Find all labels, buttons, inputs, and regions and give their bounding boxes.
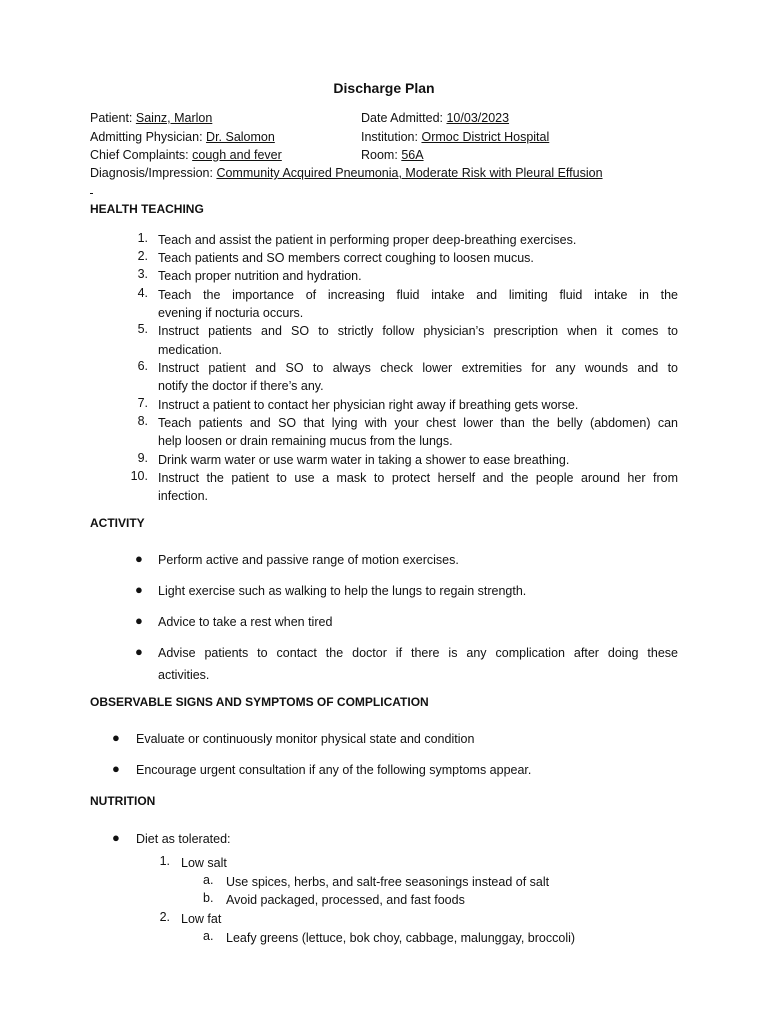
- activity-heading: ACTIVITY: [90, 516, 145, 530]
- room-row: [361, 148, 424, 162]
- list-item-line: activities.: [158, 668, 210, 682]
- stray-mark: [90, 193, 93, 194]
- list-number: 3.: [137, 267, 148, 281]
- complaints-row: [90, 148, 282, 162]
- institution-value: Ormoc District Hospital: [421, 130, 550, 144]
- list-item: Teach proper nutrition and hydration.: [158, 269, 362, 283]
- list-item: Use spices, herbs, and salt-free seasonings instead of salt: [226, 875, 550, 889]
- diagnosis-row: [90, 166, 603, 180]
- bullet-icon: ●: [112, 830, 120, 845]
- date-admitted-label: Date Admitted:: [361, 111, 443, 125]
- list-number: 4.: [137, 286, 148, 300]
- list-number: 1.: [159, 854, 170, 868]
- institution-row: [361, 130, 549, 144]
- list-item: Advice to take a rest when tired: [158, 615, 333, 629]
- list-item-line: Instruct the patient to use a mask to protect herself and the people around her from: [158, 471, 678, 485]
- physician-row: [90, 130, 275, 144]
- diagnosis-value: Community Acquired Pneumonia, Moderate Risk with Pleural Effusion: [216, 166, 603, 180]
- date-admitted-value: 10/03/2023: [446, 111, 510, 125]
- complaints-value: cough and fever: [192, 148, 282, 162]
- list-number: 10.: [130, 469, 148, 483]
- list-number: 1.: [137, 231, 148, 245]
- list-item: Leafy greens (lettuce, bok choy, cabbage, malunggay, broccoli): [226, 931, 576, 945]
- bullet-icon: ●: [135, 551, 143, 566]
- list-number: 5.: [137, 322, 148, 336]
- list-number: 9.: [137, 451, 148, 465]
- bullet-icon: ●: [135, 644, 143, 659]
- bullet-icon: ●: [112, 761, 120, 776]
- physician-value: Dr. Salomon: [206, 130, 275, 144]
- list-letter: b.: [203, 891, 214, 905]
- list-item-line: Advise patients to contact the doctor if there is any complication after doing these: [158, 646, 678, 660]
- list-item: Low salt: [181, 856, 227, 870]
- list-item: Teach and assist the patient in performing proper deep-breathing exercises.: [158, 233, 577, 247]
- list-number: 2.: [137, 249, 148, 263]
- complaints-label: Chief Complaints:: [90, 148, 189, 162]
- list-item-line: evening if nocturia occurs.: [158, 306, 304, 320]
- list-item: Teach patients and SO members correct coughing to loosen mucus.: [158, 251, 534, 265]
- nutrition-heading: NUTRITION: [90, 794, 156, 808]
- list-number: 7.: [137, 396, 148, 410]
- list-item: Perform active and passive range of motion exercises.: [158, 553, 459, 567]
- list-item: Light exercise such as walking to help the lungs to regain strength.: [158, 584, 527, 598]
- list-item: Instruct a patient to contact her physician right away if breathing gets worse.: [158, 398, 579, 412]
- page-title: Discharge Plan: [333, 80, 435, 96]
- list-item-line: Teach patients and SO that lying with your chest lower than the belly (abdomen) can: [158, 416, 678, 430]
- list-number: 2.: [159, 910, 170, 924]
- list-item: Diet as tolerated:: [136, 832, 231, 846]
- list-letter: a.: [203, 929, 214, 943]
- diagnosis-label: Diagnosis/Impression:: [90, 166, 213, 180]
- list-item: Low fat: [181, 912, 222, 926]
- list-number: 6.: [137, 359, 148, 373]
- bullet-icon: ●: [112, 730, 120, 745]
- list-item: Drink warm water or use warm water in taking a shower to ease breathing.: [158, 453, 570, 467]
- physician-label: Admitting Physician:: [90, 130, 203, 144]
- bullet-icon: ●: [135, 613, 143, 628]
- date-admitted-row: [361, 111, 509, 125]
- list-item-line: Instruct patients and SO to strictly follow physician’s prescription when it comes to: [158, 324, 678, 338]
- list-item: Avoid packaged, processed, and fast foods: [226, 893, 465, 907]
- complications-heading: OBSERVABLE SIGNS AND SYMPTOMS OF COMPLICATION: [90, 695, 429, 709]
- list-item-line: medication.: [158, 343, 222, 357]
- list-number: 8.: [137, 414, 148, 428]
- list-item-line: Instruct patient and SO to always check lower extremities for any wounds and to: [158, 361, 678, 375]
- patient-name: Sainz, Marlon: [135, 111, 213, 125]
- patient-label: Patient:: [90, 111, 133, 125]
- list-item: Evaluate or continuously monitor physical state and condition: [136, 732, 475, 746]
- room-value: 56A: [401, 148, 424, 162]
- bullet-icon: ●: [135, 582, 143, 597]
- list-letter: a.: [203, 873, 214, 887]
- list-item-line: notify the doctor if there’s any.: [158, 379, 324, 393]
- institution-label: Institution:: [361, 130, 418, 144]
- room-label: Room:: [361, 148, 398, 162]
- list-item-line: Teach the importance of increasing fluid intake and limiting fluid intake in the: [158, 288, 678, 302]
- list-item-line: help loosen or drain remaining mucus from the lungs.: [158, 434, 453, 448]
- list-item-line: infection.: [158, 489, 209, 503]
- patient-row: [90, 111, 212, 125]
- health-teaching-heading: HEALTH TEACHING: [90, 202, 204, 216]
- list-item: Encourage urgent consultation if any of the following symptoms appear.: [136, 763, 532, 777]
